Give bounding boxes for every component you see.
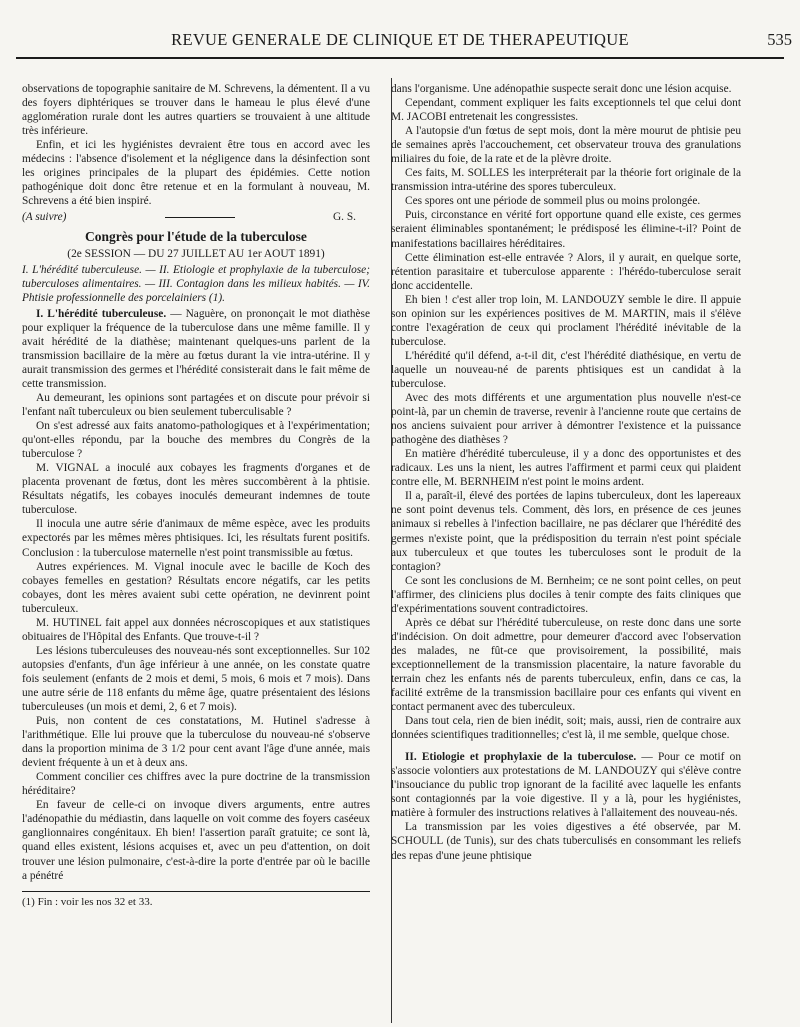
paragraph: La transmission par les voies digestives a été observée, par M. SCHOULL (de Tunis), sur des chats tuberculisés en consommant les reliefs des repas d'une jeune phtisique xyxy=(391,821,741,862)
paragraph: Puis, non content de ces constatations, M. Hutinel s'adresse à l'arithmétique. Elle lui prouve que la tuberculose du nouveau-né s'observe dans la proportion minima de 3 1/2 pour cent avant l'âge d'une année, mais devient fréquente à un et à deux ans. xyxy=(22,715,370,770)
paragraph: M. HUTINEL fait appel aux données nécroscopiques et aux statistiques obituaires de l'Hôpital des Enfants. Que trouve-t-il ? xyxy=(22,616,370,643)
paragraph: Enfin, et ici les hygiénistes devraient être tous en accord avec les médecins : l'absence d'isolement et la négligence dans la désinfection sont les origines principales de la plupart des épidémies. Cette notion pathogénique doit donc être retenue et en la formulant à nouveau, M. Schrevens a été bien inspiré. xyxy=(22,139,370,208)
footnote: (1) Fin : voir les nos 32 et 33. xyxy=(22,895,153,908)
section-title: Congrès pour l'étude de la tuberculose xyxy=(85,229,307,245)
paragraph: dans l'organisme. Une adénopathie suspecte serait donc une lésion acquise. xyxy=(391,83,732,95)
paragraph: Ce sont les conclusions de M. Bernheim; ce ne sont point celles, on peut l'affirmer, des cliniciens plus dociles à tenir compte des faits cliniques que d'expérimentations souvent contradictoires. xyxy=(391,574,741,615)
paragraph: Les lésions tuberculeuses des nouveau-nés sont exceptionnelles. Sur 102 autopsies d'enfants, d'un âge inférieur à une année, on les constate quatre fois seulement (enfants de 2 mois et demi, 5 mois, 6 mois et 7 mois). Dans une autre série de 118 enfants du même âge, quatre présentaient des lésions tuberculeuses (un mois et demi, 2, 6 et 7 mois). xyxy=(22,644,370,714)
session-dates: (2e SESSION — DU 27 JUILLET AU 1er AOUT 1891) xyxy=(67,247,325,260)
paragraph: L'hérédité qu'il défend, a-t-il dit, c'est l'hérédité diathésique, en vertu de laquelle un nouveau-né de parents phtisiques est un candidat à la tuberculose. xyxy=(391,349,741,390)
footnote-rule xyxy=(22,891,370,892)
paragraph: En matière d'hérédité tuberculeuse, il y a donc des opportunistes et des radicaux. Les uns la nient, les autres l'affirment et parmi ceux qui plaident contre elle, M. BERNHEIM n'est point le moins ardent. xyxy=(391,448,741,489)
header-rule xyxy=(16,57,784,59)
signature-line xyxy=(22,210,370,224)
paragraph: Après ce débat sur l'hérédité tuberculeuse, on reste donc dans une sorte d'indécision. On doit admettre, pour demeurer d'accord avec l'observation des malades, ne fût-ce que provisoirement, la possibilité, mais exceptionnellement de la transmission placentaire, la nature favorable du terrain chez les enfants nés de parents tuberculeux, enfin, dans ce cas, la facilité extrême de la transmission bacillaire pour ces enfants qui vivent en contact permanent avec des tuberculeux. xyxy=(391,616,741,714)
right-column xyxy=(391,82,741,863)
paragraph: Puis, circonstance en vérité fort opportune quand elle existe, ces germes seraient éliminables spontanément; le prédisposé les élimine-t-il? Point de manifestations bacillaires héréditaires. xyxy=(391,209,741,250)
paragraph: Il inocula une autre série d'animaux de même espèce, avec les produits expectorés par les mêmes mères phtisiques. Ici, les résultats furent positifs. Conclusion : la tuberculose maternelle n'est point transmissible au fœtus. xyxy=(22,518,370,559)
paragraph: Au demeurant, les opinions sont partagées et on discute pour prévoir si l'enfant naît tuberculeux ou bien seulement tuberculisable ? xyxy=(22,391,370,419)
to-be-continued: (A suivre) xyxy=(22,211,67,224)
paragraph: Cette élimination est-elle entravée ? Alors, il y aurait, en quelque sorte, rétention parasitaire et tuberculose apparente : l'hérédo-tuberculose serait donc accidentelle. xyxy=(391,251,741,292)
paragraph: Cependant, comment expliquer les faits exceptionnels tel que celui dont M. JACOBI entretenait les congressistes. xyxy=(391,97,741,124)
paragraph: A l'autopsie d'un fœtus de sept mois, dont la mère mourut de phtisie peu de semaines après l'accouchement, cet observateur trouva des granulations miliaires du foie, de la rate et de la plèvre droite. xyxy=(391,125,741,166)
paragraph: Ces faits, M. SOLLES les interpréterait par la théorie fort originale de la transmission intra-utérine des spores tuberculeux. xyxy=(391,167,741,194)
author-initials: G. S. xyxy=(332,211,356,224)
subsection-heading: II. Etiologie et prophylaxie de la tuberculose. xyxy=(405,751,637,764)
paragraph xyxy=(22,307,370,391)
paragraph: Autres expériences. M. Vignal inocule avec le bacille de Koch des cobayes femelles en gestation? Résultats encore négatifs, car les petits cobayes, dont les mères avaient subi cette opération, ne devinrent point tuberculeux. xyxy=(22,560,370,615)
table-of-contents: I. L'hérédité tuberculeuse. — II. Etiologie et prophylaxie de la tuberculose; tuberculoses alimentaires. — III. Contagion dans les milieux habités. — IV. Phtisie professionnelle des porcelainiers (1). xyxy=(22,263,370,304)
paragraph: Dans tout cela, rien de bien inédit, soit; mais, aussi, rien de contraire aux données scientifiques traditionnelles; c'est là, il me semble, quelque chose. xyxy=(391,715,741,742)
paragraph: Ces spores ont une période de sommeil plus ou moins prolongée. xyxy=(405,195,701,208)
running-head: REVUE GENERALE DE CLINIQUE ET DE THERAPEUTIQUE xyxy=(171,30,629,49)
paragraph: M. VIGNAL a inoculé aux cobayes les fragments d'organes et de placenta provenant de fœtus, dont les mères succombèrent à la phtisie. Résultats négatifs, les cobayes inoculés demeurant indemnes de toute tuberculose. xyxy=(22,462,370,517)
paragraph: En faveur de celle-ci on invoque divers arguments, entre autres l'adénopathie du médiastin, dans laquelle on voit comme des foyers caséeux ganglionnaires congénitaux. Eh bien! l'assertion paraît gratuite; ce sont là, quand elles existent, lésions acquises et, avec un peu d'attention, on doit trouver une lésion pulmonaire, c'est-à-dire la porte d'entrée par où le bacille a pénétré xyxy=(22,799,370,882)
paragraph-text: — Naguère, on prononçait le mot diathèse pour expliquer la fréquence de la tuberculose dans une même famille. Il y avait hérédité de la diathèse; maintenant quelques-uns parlent de la transmission bacillaire de la mère au fœtus durant la vie intra-utérine. Il y aurait transmission des germes et l'hérédité consisterait dans le fait même de cette transmission. xyxy=(22,307,370,390)
left-column xyxy=(22,82,370,909)
signature-dash xyxy=(165,217,235,218)
paragraph xyxy=(391,750,741,820)
page-number: 535 xyxy=(767,30,792,49)
paragraph: Comment concilier ces chiffres avec la pure doctrine de la transmission héréditaire? xyxy=(22,771,370,798)
paragraph: Il a, paraît-il, élevé des portées de lapins tuberculeux, dont les lapereaux ne sont point devenus tels. Comment, dès lors, en présence de ces jeunes animaux si rebelles à l'infection bacillaire, ne pas déclarer que l'hérédité des germes n'existe point, que la prédisposition du terrain n'est point spéciale aux tuberculeux et que toutes les tuberculoses sont le produit de la contagion? xyxy=(391,490,741,573)
paragraph: Eh bien ! c'est aller trop loin, M. LANDOUZY semble le dire. Il appuie son opinion sur les expériences positives de M. MARTIN, mais il s'élève contre l'exagération de ceux qui proclament l'hérédité inévitable de la tuberculose. xyxy=(391,293,741,348)
subsection-heading: I. L'hérédité tuberculeuse. xyxy=(36,307,167,320)
page-header xyxy=(0,30,800,54)
paragraph: observations de topographie sanitaire de M. Schrevens, la démentent. Il a vu des foyers diphtériques se trouver dans le hameau le plus élevé d'une agglomération rurale dont les autres quartiers se trouvaient à une altitude très inférieure. xyxy=(22,83,370,138)
paragraph-text: — Pour ce motif on s'associe volontiers aux protestations de M. LANDOUZY qui s'élève contre l'insouciance du public trop ignorant de la facilité avec laquelle les enfants sont contagionnés par la voie digestive. Il y a là, pour les hygiénistes, matière à formuler des instructions relatives à l'allaitement des nouveau-nés. xyxy=(391,751,741,820)
paragraph: Avec des mots différents et une argumentation plus nouvelle n'est-ce point-là, par un chemin de traverse, revenir à l'ancienne route que certains de nos anciens suivaient pour arriver à démontrer l'existence et la puissance pathogène des diathèses ? xyxy=(391,392,741,447)
paragraph: On s'est adressé aux faits anatomo-pathologiques et à l'expérimentation; qu'ont-elles répondu, par la bouche des membres du Congrès de la tuberculose ? xyxy=(22,420,370,461)
